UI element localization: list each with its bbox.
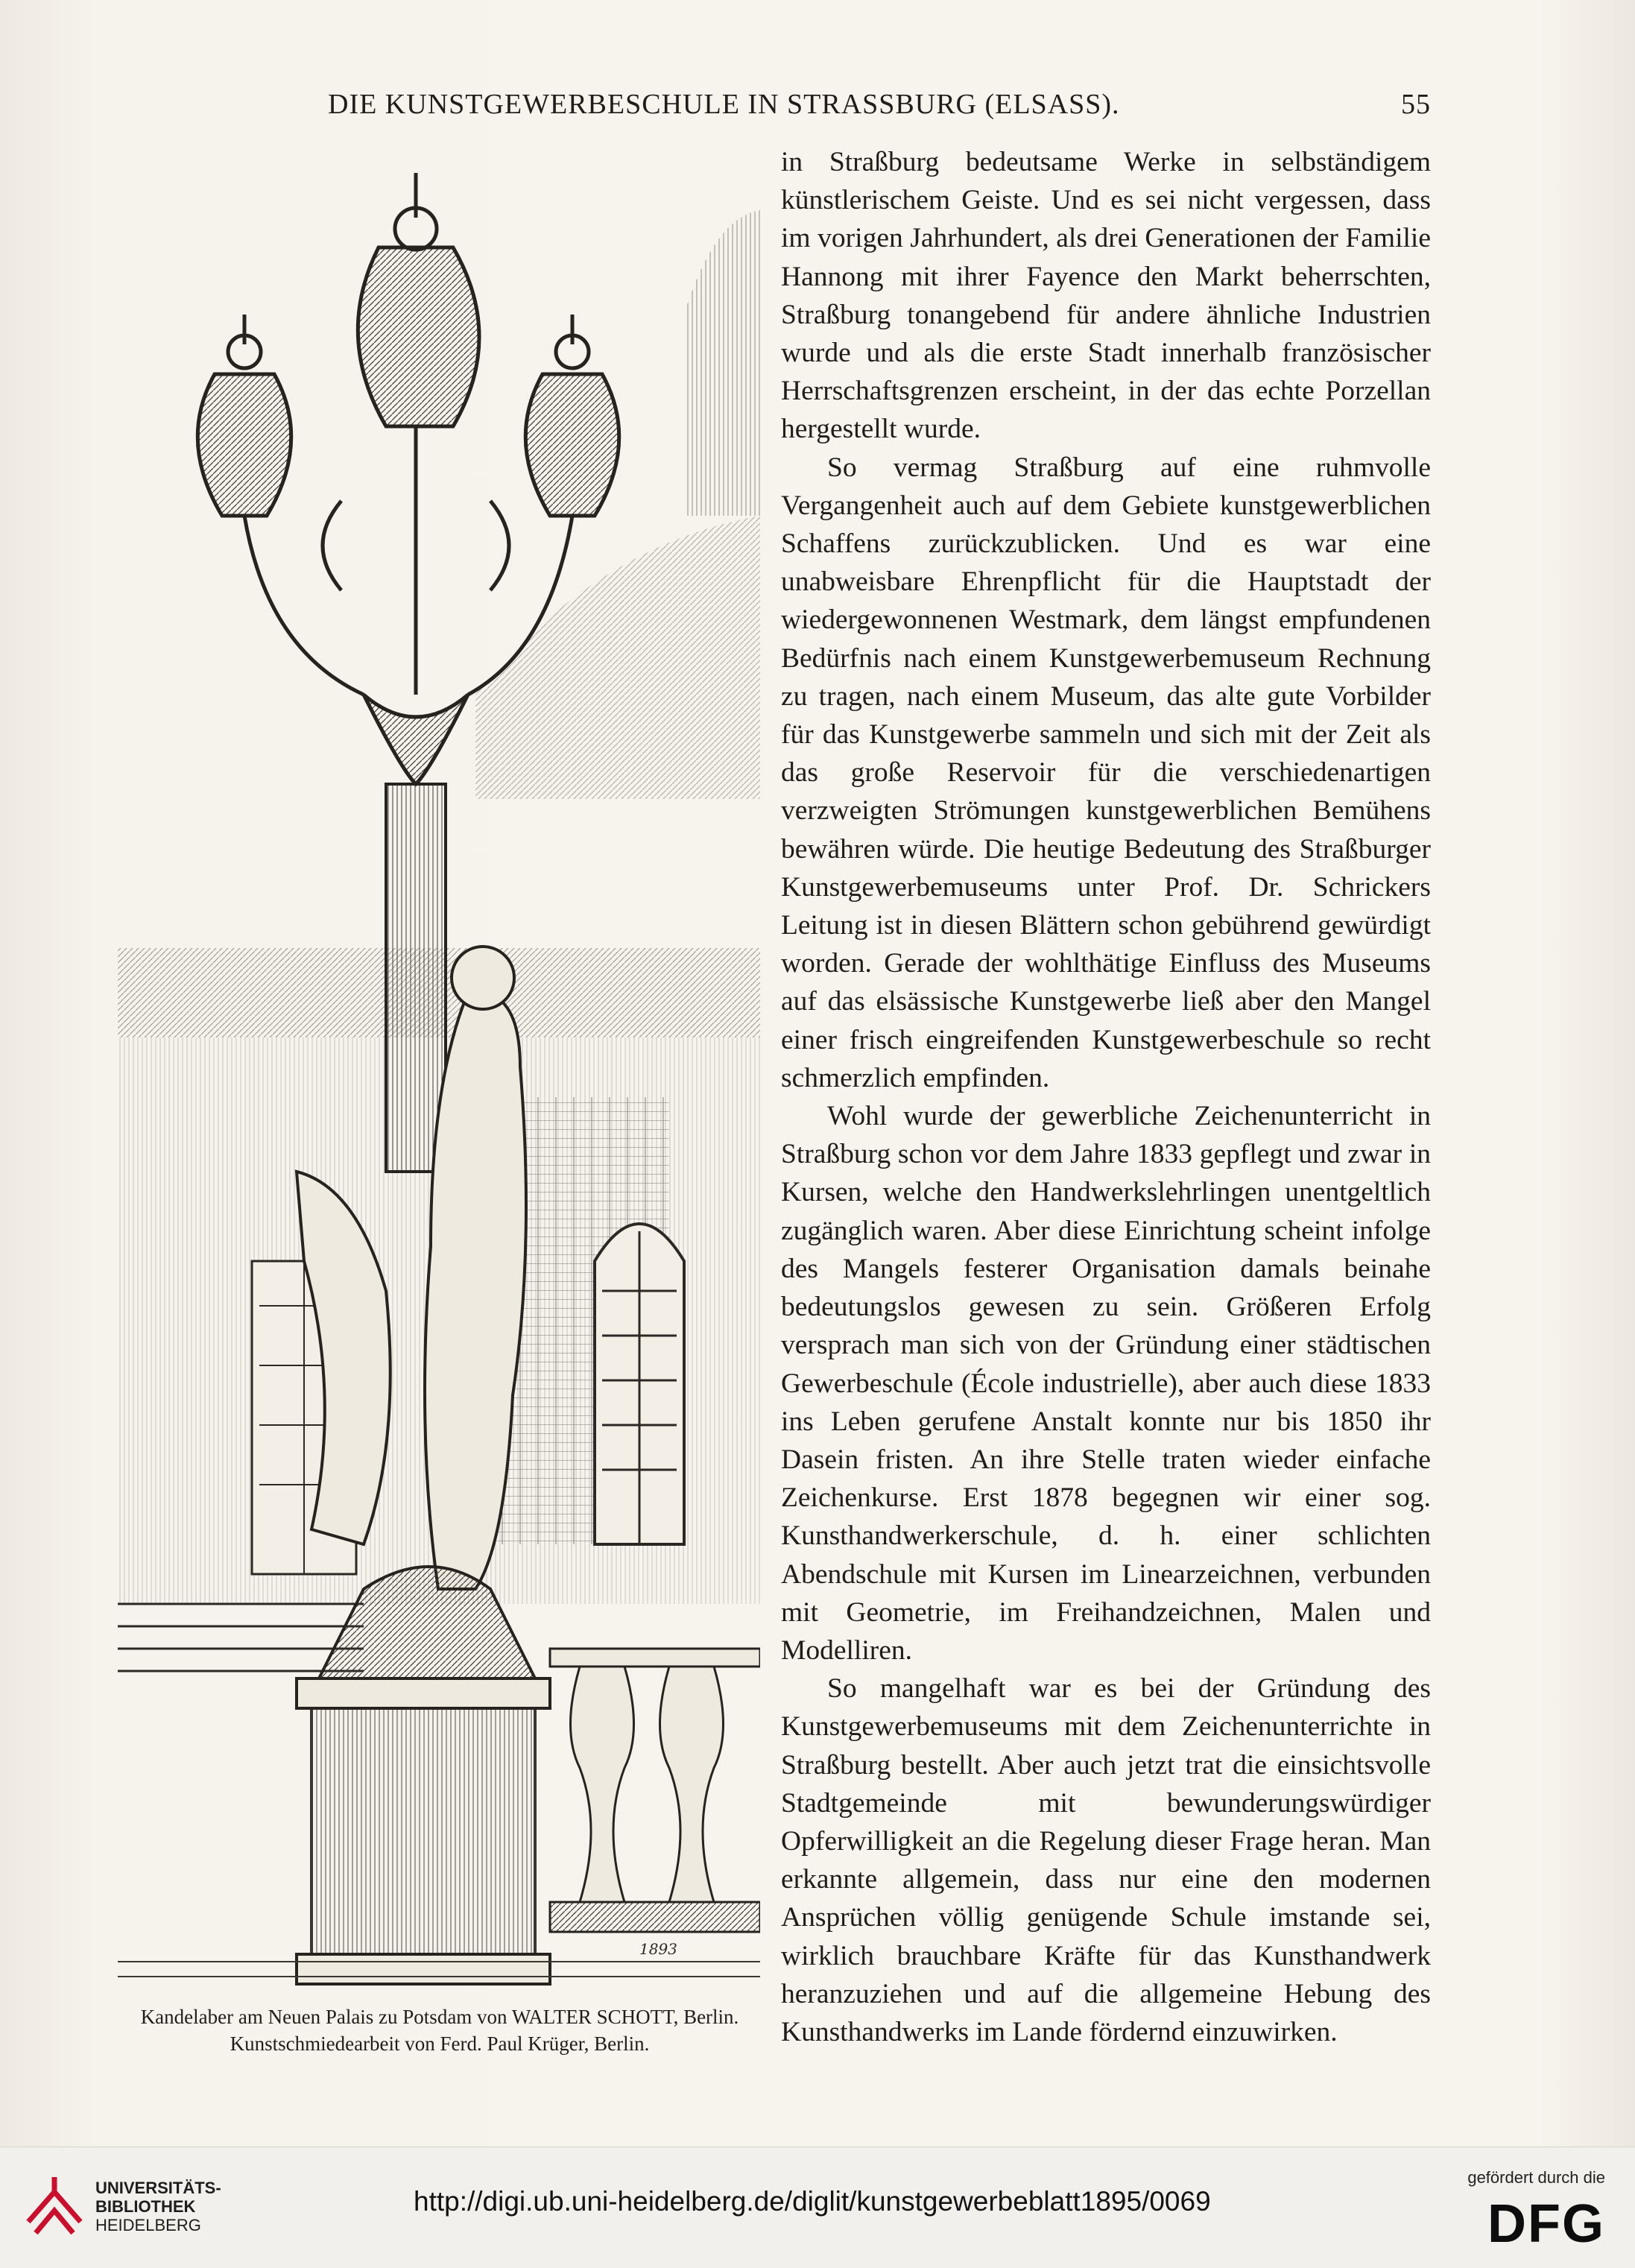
library-line-1: UNIVERSITÄTS- <box>95 2179 221 2197</box>
paragraph-1: in Straßburg bedeutsame Werke in selbständigem künstlerischem Geiste. Und es sei nicht vergessen, dass im vorigen Jahrhundert, als drei Generationen der Familie Hannong mit ihrer Fayence den Markt beherrschten, Straßburg tonangebend für andere ähnliche Industrien wurde und als die erste Stadt innerhalb französischer Herrschaftsgrenzen erscheint, in der das echte Porzellan hergestellt wurde. <box>781 147 1431 445</box>
paragraph-3: Wohl wurde der gewerbliche Zeichenunterricht in Straßburg schon vor dem Jahre 1833 gepflegt und zwar in Kursen, welche den Handwerkslehrlingen unentgeltlich zugänglich waren. Aber diese Einrichtung scheint infolge des Mangels festerer Organisation damals beinahe bedeutungslos gewesen zu sein. Größeren Erfolg versprach man sich von der Gründung einer städtischen Gewerbeschule (École industrielle), aber auch diese 1833 ins Leben gerufene Anstalt konnte nur bis 1850 ihr Dasein fristen. An ihre Stelle traten wieder einfache Zeichenkurse. Erst 1878 begegnen wir einer sog. Kunsthandwerkerschule, d. h. einer schlichten Abendschule mit Kursen im Linearzeichnen, verbunden mit Geometrie, im Freihandzeichnen, Malen und Modelliren. <box>781 1101 1431 1666</box>
library-line-3: HEIDELBERG <box>95 2216 201 2234</box>
library-line-2: BIBLIOTHEK <box>95 2197 196 2216</box>
caption-line-2: Kunstschmiedearbeit von Ferd. Paul Krüger, Berlin. <box>230 2032 650 2055</box>
viewer-footer <box>0 2147 1635 2268</box>
candelabra-engraving <box>118 128 760 1991</box>
figure-caption <box>104 2003 775 2057</box>
sponsor-label: gefördert durch die <box>1467 2168 1605 2187</box>
paragraph-2: So vermag Straßburg auf eine ruhmvolle Vergangenheit auch auf dem Gebiete kunstgewerblichen Schaffens zurückzublicken. Und es war eine unabweisbare Ehrenpflicht für die Hauptstadt der wiedergewonnenen Westmark, dem längst empfundenen Bedürfnis nach einem Kunstgewerbemuseum Rechnung zu tragen, nach einem Museum, das alte gute Vorbilder für das Kunstgewerbe sammeln und sich mit der Zeit als das große Reservoir für die verschiedenartigen verzweigten Strömungen kunstgewerblichen Bemühens bewähren würde. Die heutige Bedeutung des Straßburger Kunstgewerbemuseums unter Prof. Dr. Schrickers Leitung ist in diesen Blättern schon gebührend gewürdigt worden. Gerade der wohlthätige Einfluss des Museums auf das elsässische Kunstgewerbe ließ aber den Mangel einer frisch eingreifenden Kunstgewerbeschule so recht schmerzlich empfinden. <box>781 452 1431 1093</box>
dfg-logo[interactable]: DFG <box>1487 2194 1605 2254</box>
engraving-drawing <box>118 128 760 1991</box>
running-head <box>328 88 1431 133</box>
university-library-logo-icon[interactable] <box>21 2170 88 2244</box>
university-library-name[interactable] <box>95 2179 221 2234</box>
permalink-url[interactable]: http://digi.ub.uni-heidelberg.de/diglit/kunstgewerbeblatt1895/0069 <box>414 2186 1211 2217</box>
engraving-signature: 1893 <box>639 1940 677 1958</box>
running-title: DIE KUNSTGEWERBESCHULE IN STRASSBURG (ELSASS). <box>328 89 1120 120</box>
caption-line-1: Kandelaber am Neuen Palais zu Potsdam von WALTER SCHOTT, Berlin. <box>140 2006 739 2028</box>
body-text-column <box>781 143 1431 2051</box>
paragraph-4: So mangelhaft war es bei der Gründung des Kunstgewerbemuseums mit dem Zeichenunterrichte in Straßburg bestellt. Aber auch jetzt trat die einsichtsvolle Stadtgemeinde mit bewunderungswürdiger Opferwilligkeit an die Regelung dieser Frage heran. Man erkannte allgemein, dass nur eine den modernen Ansprüchen völlig genügende Schule imstande sei, wirklich brauchbare Kräfte für das Kunsthandwerk heranzuziehen und auf die allgemeine Hebung des Kunsthandwerks im Lande fördernd einzuwirken. <box>781 1673 1431 2047</box>
page-number: 55 <box>1401 89 1431 120</box>
